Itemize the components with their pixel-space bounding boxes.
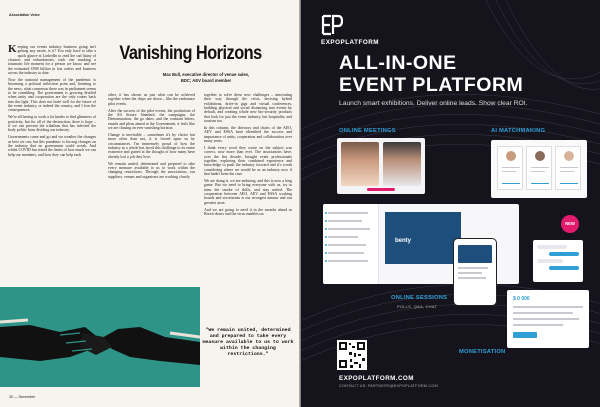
article-headline: Vanishing Horizons [119, 43, 262, 64]
article-paragraph: We're all having to work a lot harder to find glimmers of positivity, but for all of the destruction, there is hope – if we can prevent the tribalism that has infected the body politic from dividing our industry. [8, 115, 96, 133]
video-participant [341, 142, 379, 186]
avatar [564, 151, 574, 161]
pull-quote: "We remain united, determined and prepared to take every measure available to us to work within the changing restrictions." [202, 328, 294, 357]
chat-screenshot [533, 240, 583, 282]
contact-email: CONTACT US: PARTNERS@EXPOPLATFORM.COM [339, 384, 438, 388]
online-meetings-screenshot [337, 138, 425, 194]
end-call-bar [367, 188, 395, 191]
drop-cap: K [8, 45, 17, 55]
ad-headline-line: ALL-IN-ONE [339, 52, 457, 74]
running-head: Association Voice [9, 13, 40, 17]
article-paragraph: We remain united, determined and prepared to take every measure available to us to work within the changing restrictions. Through the associations, our suppliers, venues and organisers are working closely [108, 161, 195, 179]
ad-headline-line: EVENT PLATFORM [339, 74, 524, 96]
feature-label-online-meetings: ONLINE MEETINGS [339, 128, 396, 134]
match-card [555, 146, 581, 190]
revenue-value: $ 0 000 [513, 296, 530, 302]
article-paragraph: I think every word they wrote on the subject was correct, now more than ever. The associations have, over the last decade, brought event professionals together, exploring their combined experience and knowledge to push the industry forward and it's worth considering where we would be as an industry now if that hadn't been the case. [204, 145, 292, 177]
article-paragraph: other, it has shown us just what can be achieved together when the chips are down – like the endurance pilot events. [108, 93, 195, 106]
page-folio: 30 — December [9, 395, 36, 399]
session-video-player [385, 212, 461, 264]
avatar [535, 151, 545, 161]
ad-subheadline: Launch smart exhibitions. Deliver online leads. Show clear ROI. [339, 100, 528, 107]
advertisement-page [301, 0, 600, 407]
avatar [506, 151, 516, 161]
handshake-illustration [0, 287, 200, 387]
feature-label-online-sessions: ONLINE SESSIONS [391, 295, 448, 301]
article-paragraph: And we are going to need it in the months ahead as Brexit draws and the virus rumbles on. [204, 207, 292, 216]
article-paragraph: Now the national management of the pandemic is becoming a political inflection point and, listening to the news, what consensus there was in parliament seems to be crumbling. The government is growing divided when unity and cooperation are the only routes back into the light. This does not bode well for the future of the event industry, or indeed the country, and I fear the consequences. [8, 78, 96, 113]
byline-line: BDC; AEV board member [180, 77, 232, 83]
article-paragraph: together to solve these new challenges – innovating their way through the crisis, devising hybrid exhibitions, drive-in gigs and virtual conferences, building physical and social distancing into events by default, and creating whole new bio-security products that look for just the event industry, but hospitality and tourism too. [204, 93, 292, 124]
byline-line: Max Bull, executive director of venue sales, [162, 72, 250, 77]
mobile-app-screenshot [453, 238, 497, 306]
article-byline [124, 72, 288, 83]
qr-code-icon [337, 340, 367, 370]
video-participant [383, 142, 421, 186]
article-paragraph: In this column, the directors and chairs of the AEO, AEV and ESSA have identified the success and importance of unity, cooperation and collaboration over many years. [204, 126, 292, 144]
handshake-icon [0, 287, 200, 387]
article-paragraph: We are doing it, we are enduring, and this is now a long game. But we need to bring everyone with us, try to stem the smoke of shills, and stay united. The cooperation between AEO, AEV and ESSA working boards and secretariats is our strongest armour and our greatest asset. [204, 178, 292, 205]
brand-name: EXPOPLATFORM [321, 39, 380, 46]
monetisation-screenshot [507, 290, 589, 348]
article-paragraph: After the success of the pilot events, the production of the All Secure Standard, the campaigns, the Demonstration, the go dates, and the constant letters, emails and pleas aimed at the Government, it feels like we are chasing an ever vanishing horizon. [108, 108, 195, 130]
article-column-3 [204, 93, 292, 329]
article-paragraph: Change is inevitable – sometimes it's by choice but more often than not, it is forced upon us by circumstances. I'm immensely proud of how the industry as a whole has faced this challenge to its entire existence and gutted at the thought of how many have already lost a job they love. [108, 132, 195, 159]
session-video-title: benty [395, 238, 412, 244]
match-card [497, 146, 523, 190]
article-column-2 [108, 93, 195, 279]
expoplatform-logo-icon [321, 14, 343, 36]
article-column-1 [8, 45, 96, 280]
feature-sublabel-sessions: POLLS, Q&A, CHAT [397, 304, 438, 309]
feature-label-monetisation: MONETISATION [459, 349, 506, 355]
website-url: EXPOPLATFORM.COM [339, 375, 414, 382]
session-agenda-list [323, 204, 379, 284]
new-badge: NEW [561, 215, 579, 233]
feature-label-ai-matchmaking: AI MATCHMAKING [491, 128, 546, 134]
brand-logo [321, 14, 380, 46]
article-paragraph: Keeping our events industry business going isn't getting any easier, is it? You only have to take a quick glance at LinkedIn to read the sad litany of closures and redundancies, each one marking a traumatic life moment for a person we know, and see the estimated £900 billion in lost orders and business across the industry to date. [8, 45, 96, 76]
match-card [526, 146, 552, 190]
ad-headline [339, 52, 569, 96]
ai-matchmaking-screenshot [491, 140, 587, 198]
article-paragraph: Governments come and go and we weather the changes as best we can, but this pandemic is forcing changes on the industry that no government could wreak. And whilst COVID has tested the limits of how much we can help our members, and how they can help each [8, 135, 96, 157]
